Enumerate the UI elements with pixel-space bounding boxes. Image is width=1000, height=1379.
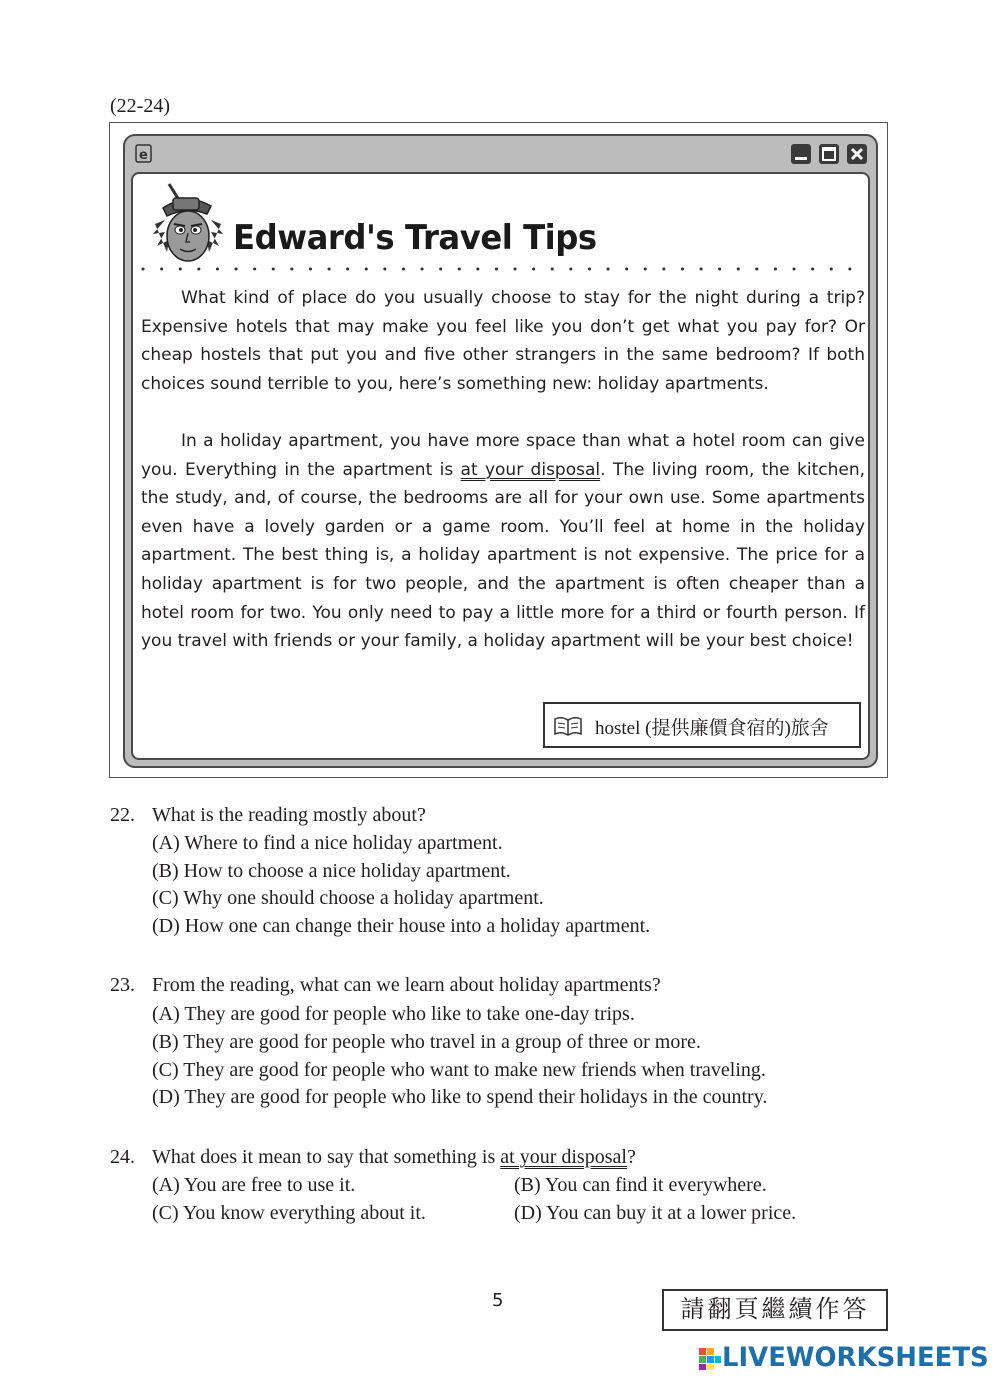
minimize-icon bbox=[791, 144, 811, 164]
article-title: Edward's Travel Tips bbox=[233, 218, 597, 258]
logo-cube-icon bbox=[698, 1347, 722, 1371]
dotted-divider bbox=[141, 266, 866, 272]
option-24c[interactable]: (C) You know everything about it. bbox=[152, 1202, 426, 1224]
article-paragraph-2 bbox=[141, 427, 865, 656]
close-button[interactable] bbox=[847, 144, 867, 164]
question-range: (22-24) bbox=[110, 95, 170, 117]
glossary-text: hostel (提供廉價食宿的)旅舍 bbox=[595, 718, 829, 739]
mascot-face-icon bbox=[149, 178, 227, 270]
glossary-box bbox=[543, 702, 861, 748]
question-number: 23. bbox=[110, 974, 135, 996]
option-24a[interactable]: (A) You are free to use it. bbox=[152, 1174, 356, 1196]
maximize-icon bbox=[819, 144, 839, 164]
question-stem: From the reading, what can we learn about holiday apartments? bbox=[152, 974, 661, 996]
option-23b[interactable]: (B) They are good for people who travel in a group of three or more. bbox=[152, 1031, 701, 1053]
stem-end: ? bbox=[626, 1146, 636, 1168]
maximize-button[interactable] bbox=[819, 144, 839, 164]
svg-text:e: e bbox=[139, 148, 148, 163]
option-24b[interactable]: (B) You can find it everywhere. bbox=[514, 1174, 767, 1196]
option-24d[interactable]: (D) You can buy it at a lower price. bbox=[514, 1202, 797, 1224]
option-22c[interactable]: (C) Why one should choose a holiday apartment. bbox=[152, 887, 544, 909]
option-22d[interactable]: (D) How one can change their house into a holiday apartment. bbox=[152, 915, 651, 937]
article-paragraph-1: What kind of place do you usually choose to stay for the night during a trip? Expensive hotels that may make you feel like you don’t get what you pay for? Or cheap hostels that put you and five other strangers in the same bedroom? If both choices sound terrible to you, here’s something new: holiday apartments. bbox=[141, 288, 865, 394]
browser-e-icon bbox=[135, 144, 153, 164]
option-22b[interactable]: (B) How to choose a nice holiday apartment. bbox=[152, 860, 511, 882]
brand-name: LIVEWORKSHEETS bbox=[722, 1342, 989, 1373]
page-number: 5 bbox=[492, 1290, 504, 1311]
browser-window bbox=[123, 134, 878, 768]
question-number: 22. bbox=[110, 804, 135, 826]
minimize-button[interactable] bbox=[791, 144, 811, 164]
underlined-phrase: at your disposal bbox=[460, 459, 601, 480]
question-number: 24. bbox=[110, 1146, 135, 1168]
underlined-phrase: at your disposal bbox=[500, 1146, 627, 1168]
option-22a[interactable]: (A) Where to find a nice holiday apartment. bbox=[152, 832, 503, 854]
article-pane bbox=[131, 172, 870, 760]
book-icon bbox=[553, 715, 583, 737]
paragraph-2-start: In a holiday apartment, you have more space than what a hotel room can give you. Everything in the apartment is bbox=[141, 431, 865, 480]
question-stem: What is the reading mostly about? bbox=[152, 804, 426, 826]
close-icon bbox=[847, 144, 867, 164]
continue-notice: 請翻頁繼續作答 bbox=[662, 1289, 888, 1331]
stem-start: What does it mean to say that something is bbox=[152, 1146, 501, 1168]
option-23c[interactable]: (C) They are good for people who want to make new friends when traveling. bbox=[152, 1059, 766, 1081]
option-23d[interactable]: (D) They are good for people who like to spend their holidays in the country. bbox=[152, 1086, 768, 1108]
option-23a[interactable]: (A) They are good for people who like to take one-day trips. bbox=[152, 1003, 635, 1025]
question-stem bbox=[152, 1143, 636, 1171]
paragraph-2-rest: . The living room, the kitchen, the study, and, of course, the bedrooms are all for your own use. Some apartments even have a lovely garden or a game room. You’ll feel at home in the holiday apartment. The best thing is, a holiday apartment is not expensive. The price for a holiday apartment is for two people, and the apartment is often cheaper than a hotel room for two. You only need to pay a little more for a third or fourth person. If you travel with friends or your family, a holiday apartment will be your best choice! bbox=[141, 459, 865, 652]
